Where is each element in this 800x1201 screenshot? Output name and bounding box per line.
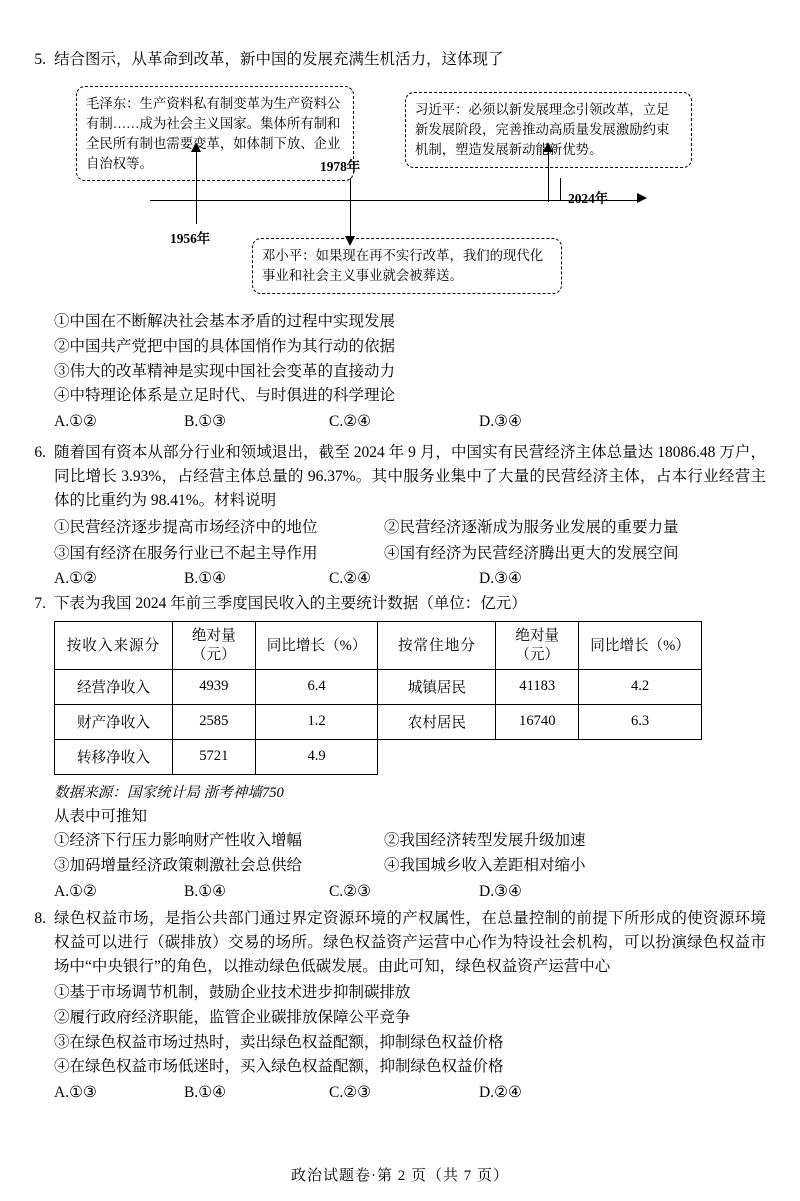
answer-choice-b[interactable]: B.①③ bbox=[184, 413, 227, 431]
timeline-axis bbox=[150, 200, 640, 201]
table-cell: 财产净收入 bbox=[55, 704, 173, 739]
table-cell: 4939 bbox=[172, 669, 255, 704]
timeline-label-1978: 1978年 bbox=[320, 159, 361, 175]
table-cell: 4.2 bbox=[579, 669, 702, 704]
answer-choice-b[interactable]: B.①④ bbox=[184, 882, 227, 900]
option-item: ④国有经济为民营经济腾出更大的发展空间 bbox=[384, 544, 679, 562]
option-item: ②我国经济转型发展升级加速 bbox=[384, 831, 586, 849]
table-cell: 转移净收入 bbox=[55, 739, 173, 774]
table-cell: 2585 bbox=[172, 704, 255, 739]
speech-bubble-deng: 邓小平：如果现在再不实行改革，我们的现代化事业和社会主义事业就会被葬送。 bbox=[252, 238, 562, 294]
option-item: ①民营经济逐步提高市场经济中的地位 bbox=[54, 519, 318, 537]
table-cell: 农村居民 bbox=[378, 704, 496, 739]
column-header: 同比增长（%） bbox=[579, 622, 702, 669]
answer-choice-a[interactable]: A.①② bbox=[54, 882, 97, 900]
tick-1978 bbox=[350, 178, 351, 200]
column-header: 绝对量 （元） bbox=[172, 622, 255, 669]
question-stem: 结合图示，从革命到改革，新中国的发展充满生机活力，这体现了 bbox=[54, 51, 504, 68]
connector-xi-arrow-icon bbox=[543, 142, 553, 152]
answer-choice-a[interactable]: A.①② bbox=[54, 413, 97, 431]
question-number: 7. bbox=[34, 595, 46, 613]
answer-choice-d[interactable]: D.③④ bbox=[479, 570, 522, 588]
timeline-label-2024: 2024年 bbox=[568, 191, 609, 207]
option-item: ①经济下行压力影响财产性收入增幅 bbox=[54, 831, 303, 849]
option-item: ②中国共产党把中国的具体国悄作为其行动的依据 bbox=[54, 337, 396, 355]
question-8 bbox=[20, 907, 766, 1102]
table-source: 数据来源：国家统计局 浙考神墙750 bbox=[54, 784, 284, 801]
answer-choice-c[interactable]: C.②④ bbox=[329, 413, 372, 431]
column-header: 绝对量 （元） bbox=[496, 622, 579, 669]
connector-mao bbox=[196, 150, 197, 202]
page-footer: 政治试题卷·第 2 页（共 7 页） bbox=[291, 1168, 509, 1184]
table-cell: 41183 bbox=[496, 669, 579, 704]
speech-bubble-xi: 习近平：必须以新发展理念引领改革，立足新发展阶段，完善推动高质量发展激励约束机制，塑造发展新动能新优势。 bbox=[405, 92, 692, 167]
option-grid bbox=[54, 515, 766, 566]
connector-deng bbox=[350, 200, 351, 238]
option-grid bbox=[54, 828, 766, 879]
question-stem: 随着国有资本从部分行业和领域退出，截至 2024 年 9 月，中国实有民营经济主体总量达 18086.48 万户，同比增长 3.93%，占经营主体总量的 96.37%。其中服务业集中了大量的民营经济主体，占本行业经营主体的比重约为 98.41%。材料说明 bbox=[54, 444, 766, 510]
question-7 bbox=[20, 592, 766, 901]
timeline-label-1956: 1956年 bbox=[170, 231, 211, 247]
option-list bbox=[54, 310, 766, 409]
option-item: ④中特理论体系是立足时代、与时俱进的科学理论 bbox=[54, 387, 396, 405]
table-cell-empty bbox=[579, 739, 702, 774]
answer-choices bbox=[54, 569, 766, 588]
answer-choices bbox=[54, 1083, 766, 1102]
table-cell: 1.2 bbox=[255, 704, 378, 739]
answer-choice-b[interactable]: B.①④ bbox=[184, 570, 227, 588]
option-item: ③在绿色权益市场过热时，卖出绿色权益配额，抑制绿色权益价格 bbox=[54, 1033, 504, 1051]
column-header: 按常住地分 bbox=[378, 622, 496, 669]
answer-choice-d[interactable]: D.③④ bbox=[479, 882, 522, 900]
option-list bbox=[54, 981, 766, 1080]
question-5 bbox=[20, 48, 766, 431]
answer-choice-d[interactable]: D.③④ bbox=[479, 413, 522, 431]
timeline-arrow-icon bbox=[637, 193, 647, 203]
question-number: 6. bbox=[34, 444, 46, 462]
answer-choices bbox=[54, 882, 766, 901]
table-cell: 16740 bbox=[496, 704, 579, 739]
option-item: ①基于市场调节机制，鼓励企业技术进步抑制碳排放 bbox=[54, 984, 411, 1002]
question-lead-in: 从表中可推知 bbox=[54, 807, 148, 825]
table-cell: 5721 bbox=[172, 739, 255, 774]
timeline-diagram bbox=[20, 78, 766, 308]
tick-1956 bbox=[196, 200, 197, 224]
table-row bbox=[55, 739, 702, 774]
table-row bbox=[55, 669, 702, 704]
table-cell-empty bbox=[496, 739, 579, 774]
option-item: ②履行政府经济职能，监管企业碳排放保障公平竞争 bbox=[54, 1008, 411, 1026]
question-stem: 下表为我国 2024 年前三季度国民收入的主要统计数据（单位：亿元） bbox=[54, 595, 527, 613]
option-item: ④我国城乡收入差距相对缩小 bbox=[384, 857, 586, 875]
table-cell: 6.4 bbox=[255, 669, 378, 704]
column-header: 同比增长（%） bbox=[255, 622, 378, 669]
answer-choice-a[interactable]: A.①② bbox=[54, 570, 97, 588]
table-header-row bbox=[55, 622, 702, 669]
answer-choice-b[interactable]: B.①④ bbox=[184, 1084, 227, 1102]
option-item: ③加码增量经济政策刺激社会总供给 bbox=[54, 857, 303, 875]
answer-choice-a[interactable]: A.①③ bbox=[54, 1084, 97, 1102]
column-header: 按收入来源分 bbox=[55, 622, 173, 669]
answer-choice-c[interactable]: C.②③ bbox=[329, 882, 372, 900]
table-cell: 经营净收入 bbox=[55, 669, 173, 704]
income-statistics-table bbox=[54, 621, 702, 774]
connector-deng-arrow-icon bbox=[345, 236, 355, 246]
tick-2024 bbox=[560, 178, 561, 200]
table-row bbox=[55, 704, 702, 739]
table-cell-empty bbox=[378, 739, 496, 774]
option-item: ③国有经济在服务行业已不起主导作用 bbox=[54, 544, 318, 562]
option-item: ④在绿色权益市场低迷时，买入绿色权益配额，抑制绿色权益价格 bbox=[54, 1058, 504, 1076]
question-number: 8. bbox=[34, 909, 46, 927]
option-item: ①中国在不断解决社会基本矛盾的过程中实现发展 bbox=[54, 313, 396, 331]
answer-choice-c[interactable]: C.②③ bbox=[329, 1084, 372, 1102]
table-cell: 6.3 bbox=[579, 704, 702, 739]
connector-mao-arrow-icon bbox=[191, 142, 201, 152]
speech-bubble-mao: 毛泽东：生产资料私有制变革为生产资料公有制……成为社会主义国家。集体所有制和全民所有制也需要变革，如体制下放、企业自治权等。 bbox=[76, 86, 354, 181]
answer-choice-c[interactable]: C.②④ bbox=[329, 570, 372, 588]
table-cell: 城镇居民 bbox=[378, 669, 496, 704]
answer-choice-d[interactable]: D.②④ bbox=[479, 1084, 522, 1102]
connector-xi bbox=[548, 150, 549, 202]
option-item: ②民营经济逐渐成为服务业发展的重要力量 bbox=[384, 519, 679, 537]
table-cell: 4.9 bbox=[255, 739, 378, 774]
answer-choices bbox=[54, 412, 766, 431]
question-6 bbox=[20, 441, 766, 588]
option-item: ③伟大的改革精神是实现中国社会变革的直接动力 bbox=[54, 362, 396, 380]
question-number: 5. bbox=[34, 51, 46, 68]
question-stem: 绿色权益市场，是指公共部门通过界定资源环境的产权属性，在总量控制的前提下所形成的使资源环境权益可以进行（碳排放）交易的场所。绿色权益资产运营中心作为特设社会机构，可以扮演绿色权益市场中“中央银行”的角色，以推动绿色低碳发展。由此可知，绿色权益资产运营中心 bbox=[54, 909, 766, 976]
